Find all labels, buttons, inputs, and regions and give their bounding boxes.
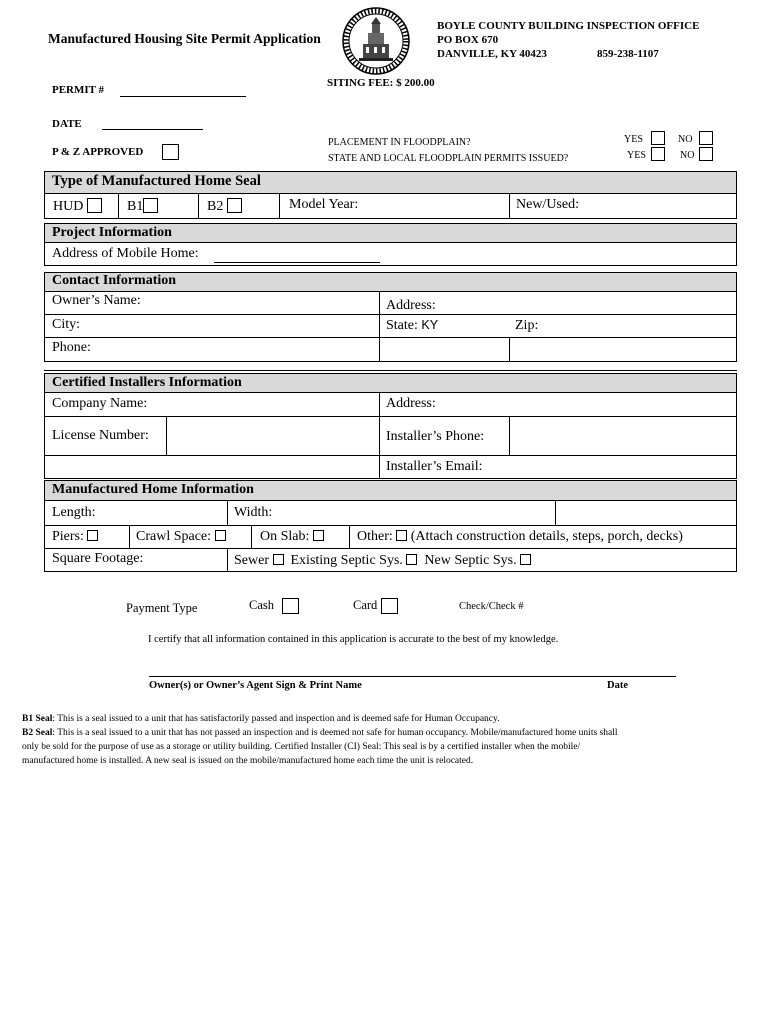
contact-section-heading: Contact Information (52, 273, 177, 288)
state-value[interactable]: KY (421, 318, 439, 332)
siting-fee: SITING FEE: $ 200.00 (327, 77, 435, 89)
card-label: Card (353, 598, 378, 612)
piers-checkbox[interactable] (87, 530, 98, 541)
floodplain-yes-checkbox[interactable] (651, 131, 665, 145)
seal-section-heading: Type of Manufactured Home Seal (52, 173, 261, 189)
installer-section-heading: Certified Installers Information (52, 375, 242, 390)
crawl-space-option (131, 528, 231, 546)
county-seal-logo (341, 6, 411, 76)
certification-text: I certify that all information contained in this application is accurate to the best of my knowledge. (148, 634, 559, 645)
office-city: DANVILLE, KY 40423 (437, 48, 547, 60)
square-footage-field[interactable] (155, 550, 223, 570)
width-label: Width: (234, 505, 273, 520)
floodplain-placement-question: PLACEMENT IN FLOODPLAIN? (328, 137, 471, 148)
company-name-label: Company Name: (52, 396, 148, 411)
signature-line[interactable] (149, 660, 676, 677)
city-label: City: (52, 317, 81, 332)
installer-phone-label: Installer’s Phone: (386, 429, 485, 444)
installer-extra-field[interactable] (47, 457, 377, 477)
pz-approved-checkbox[interactable] (162, 144, 179, 160)
on-slab-label: On Slab: (260, 529, 310, 544)
floodplain-no-label: NO (678, 134, 693, 145)
floodplain-permits-question: STATE AND LOCAL FLOODPLAIN PERMITS ISSUED? (328, 153, 569, 164)
permits-yes-checkbox[interactable] (651, 147, 665, 161)
b2-seal-text-2: only be sold for the purpose of use as a storage or utility building. Certified Installer (CI) Seal: This seal is by a certified installer when the mobile/ (22, 742, 581, 752)
state-label (381, 317, 443, 335)
installer-address-label: Address: (386, 396, 436, 411)
b2-seal-text-1: : This is a seal issued to a unit that has not passed an inspection and is deemed not safe for human occupancy. Mobile/manufactured home units shall (52, 728, 618, 738)
b1-seal-note (22, 712, 500, 726)
new-used-field[interactable] (590, 196, 730, 216)
sewer-label: Sewer (234, 553, 269, 568)
model-year-field[interactable] (355, 196, 505, 216)
width-field[interactable] (280, 503, 550, 523)
owner-address-field[interactable] (445, 293, 730, 313)
home-extra-field[interactable] (558, 503, 733, 523)
on-slab-checkbox[interactable] (313, 530, 324, 541)
floodplain-no-checkbox[interactable] (699, 131, 713, 145)
on-slab-option (255, 528, 329, 546)
permit-number-field[interactable] (120, 84, 246, 97)
b1-label: B1 (127, 199, 144, 214)
floodplain-yes-label: YES (624, 134, 643, 145)
check-number-field[interactable] (540, 598, 660, 613)
b1-option (122, 197, 163, 216)
check-label: Check/Check # (459, 601, 524, 612)
sewer-options (229, 552, 536, 570)
new-used-label: New/Used: (516, 197, 579, 212)
b2-seal-note (22, 726, 617, 740)
cash-checkbox[interactable] (282, 598, 299, 614)
permits-yes-label: YES (627, 150, 646, 161)
b1-seal-text: : This is a seal issued to a unit that has satisfactorily passed and inspection and is deemed safe for Human Occupancy. (52, 714, 500, 724)
phone-field[interactable] (100, 339, 375, 359)
existing-septic-checkbox[interactable] (406, 554, 417, 565)
other-label: Other: (357, 529, 393, 544)
new-septic-checkbox[interactable] (520, 554, 531, 565)
card-checkbox[interactable] (381, 598, 398, 614)
permits-no-checkbox[interactable] (699, 147, 713, 161)
other-note: (Attach construction details, steps, porch, decks) (410, 529, 683, 544)
new-septic-label: New Septic Sys. (424, 553, 517, 568)
b2-option (202, 197, 247, 216)
b2-seal-term: B2 Seal (22, 728, 53, 738)
signature-label: Owner(s) or Owner’s Agent Sign & Print Name (149, 680, 362, 691)
length-label: Length: (52, 505, 96, 520)
date-label: DATE (52, 118, 82, 130)
signature-date-label: Date (607, 680, 628, 691)
permit-label: PERMIT # (52, 84, 105, 96)
company-name-field[interactable] (160, 395, 375, 415)
piers-label: Piers: (52, 529, 84, 544)
installer-email-label: Installer’s Email: (386, 459, 483, 474)
piers-option (47, 528, 103, 546)
hud-option (48, 197, 107, 216)
project-section-heading: Project Information (52, 225, 172, 240)
installer-address-field[interactable] (445, 395, 730, 415)
office-phone: 859-238-1107 (597, 48, 659, 60)
mobile-home-address-field[interactable] (214, 244, 380, 263)
date-field[interactable] (102, 117, 203, 130)
crawl-space-label: Crawl Space: (136, 529, 212, 544)
permits-no-label: NO (680, 150, 695, 161)
square-footage-label: Square Footage: (52, 551, 144, 566)
pz-approved-label: P & Z APPROVED (52, 146, 144, 158)
owner-name-label: Owner’s Name: (52, 293, 141, 308)
zip-label: Zip: (515, 318, 539, 333)
b1-checkbox[interactable] (143, 198, 158, 213)
b1-seal-term: B1 Seal (22, 714, 53, 724)
b2-checkbox[interactable] (227, 198, 242, 213)
zip-field[interactable] (545, 316, 730, 336)
length-field[interactable] (105, 503, 223, 523)
model-year-label: Model Year: (289, 197, 359, 212)
office-name: BOYLE COUNTY BUILDING INSPECTION OFFICE (437, 20, 700, 32)
mobile-home-address-label: Address of Mobile Home: (52, 246, 199, 261)
other-checkbox[interactable] (396, 530, 407, 541)
other-option (352, 528, 688, 546)
hud-label: HUD (53, 199, 84, 214)
installer-email-field[interactable] (500, 457, 733, 477)
installer-phone-field[interactable] (511, 418, 733, 453)
sewer-checkbox[interactable] (273, 554, 284, 565)
owner-name-field[interactable] (150, 293, 375, 313)
payment-type-label: Payment Type (126, 601, 198, 615)
b2-label: B2 (207, 199, 224, 214)
city-field[interactable] (90, 316, 375, 336)
license-number-label: License Number: (52, 428, 149, 443)
home-section-heading: Manufactured Home Information (52, 482, 254, 497)
license-number-field[interactable] (168, 418, 377, 453)
owner-address-label: Address: (386, 298, 436, 313)
phone-label: Phone: (52, 340, 91, 355)
b2-seal-text-3: manufactured home is installed. A new seal is issued on the mobile/manufactured home each time the unit is relocated. (22, 756, 474, 766)
form-title: Manufactured Housing Site Permit Application (48, 31, 321, 46)
cash-label: Cash (249, 598, 274, 612)
hud-checkbox[interactable] (87, 198, 102, 213)
existing-septic-label: Existing Septic Sys. (290, 553, 403, 568)
state-label-text: State: (386, 318, 418, 333)
crawl-space-checkbox[interactable] (215, 530, 226, 541)
office-po-box: PO BOX 670 (437, 34, 499, 46)
